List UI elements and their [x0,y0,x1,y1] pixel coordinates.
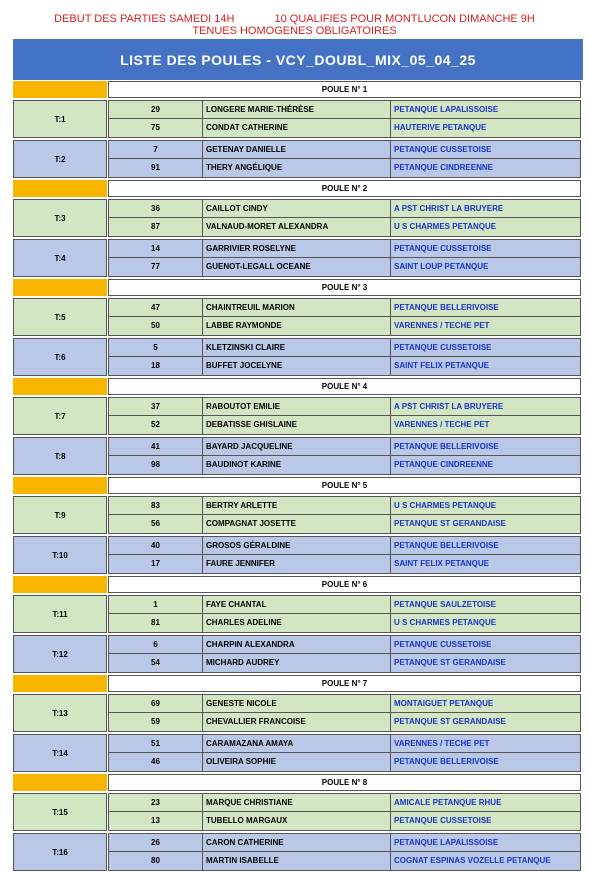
team-label: T:13 [13,694,107,732]
team-block [13,437,582,476]
player-name: THERY ANGÉLIQUE [203,159,391,178]
player-number: 56 [108,515,203,534]
player-name: GARRIVIER ROSELYNE [203,239,391,258]
player-number: 75 [108,119,203,138]
player-number: 47 [108,298,203,317]
player-number: 81 [108,614,203,633]
player-name: CHARPIN ALEXANDRA [203,635,391,654]
poule-title: POULE N° 6 [108,576,581,593]
team-block [13,100,582,139]
club-name: MONTAIGUET PETANQUE [391,694,581,713]
table-row [108,812,581,831]
player-number: 54 [108,654,203,673]
team-label: T:1 [13,100,107,138]
table-row [108,338,581,357]
poule-title: POULE N° 4 [108,378,581,395]
table-row [108,258,581,277]
team-block [13,833,582,872]
player-name: CONDAT CATHERINE [203,119,391,138]
poule-marker [13,477,107,494]
team-label: T:15 [13,793,107,831]
player-name: MARQUE CHRISTIANE [203,793,391,812]
player-number: 5 [108,338,203,357]
player-name: BERTRY ARLETTE [203,496,391,515]
team-block [13,694,582,733]
player-name: BAYARD JACQUELINE [203,437,391,456]
team-label: T:2 [13,140,107,178]
player-name: BAUDINOT KARINE [203,456,391,475]
club-name: PETANQUE BELLERIVOISE [391,437,581,456]
team-block [13,239,582,278]
team-block [13,298,582,337]
player-number: 6 [108,635,203,654]
club-name: SAINT LOUP PETANQUE [391,258,581,277]
poule-marker [13,576,107,593]
team-block [13,595,582,634]
team-block [13,140,582,179]
table-row [108,833,581,852]
player-number: 36 [108,199,203,218]
player-number: 29 [108,100,203,119]
table-row [108,793,581,812]
player-number: 80 [108,852,203,871]
poule-header [13,477,582,495]
table-row [108,713,581,732]
player-name: CARON CATHERINE [203,833,391,852]
player-name: GENESTE NICOLE [203,694,391,713]
poule-title: POULE N° 7 [108,675,581,692]
player-number: 14 [108,239,203,258]
table-row [108,357,581,376]
player-number: 91 [108,159,203,178]
dress-code-notice: TENUES HOMOGENES OBLIGATOIRES [192,25,397,37]
team-label: T:6 [13,338,107,376]
team-block [13,199,582,238]
poule-header [13,81,582,99]
club-name: U S CHARMES PETANQUE [391,496,581,515]
table-row [108,555,581,574]
table-row [108,317,581,336]
poule-marker [13,81,107,98]
table-row [108,734,581,753]
club-name: U S CHARMES PETANQUE [391,218,581,237]
player-name: GETENAY DANIELLE [203,140,391,159]
player-name: CHEVALLIER FRANCOISE [203,713,391,732]
club-name: COGNAT ESPINAS VOZELLE PETANQUE [391,852,581,871]
team-block [13,397,582,436]
player-name: FAURE JENNIFER [203,555,391,574]
poule-tables [13,81,582,873]
club-name: SAINT FELIX PETANQUE [391,555,581,574]
player-number: 37 [108,397,203,416]
poule-title: POULE N° 5 [108,477,581,494]
club-name: PETANQUE ST GERANDAISE [391,654,581,673]
player-number: 40 [108,536,203,555]
table-row [108,218,581,237]
club-name: PETANQUE CINDREENNE [391,456,581,475]
team-label: T:10 [13,536,107,574]
club-name: PETANQUE BELLERIVOISE [391,753,581,772]
table-row [108,199,581,218]
player-number: 26 [108,833,203,852]
club-name: PETANQUE CINDREENNE [391,159,581,178]
table-row [108,298,581,317]
team-label: T:7 [13,397,107,435]
poule-title: POULE N° 3 [108,279,581,296]
player-name: OLIVEIRA SOPHIE [203,753,391,772]
team-label: T:5 [13,298,107,336]
club-name: PETANQUE CUSSETOISE [391,812,581,831]
player-name: FAYE CHANTAL [203,595,391,614]
player-number: 59 [108,713,203,732]
player-number: 41 [108,437,203,456]
player-number: 23 [108,793,203,812]
club-name: VARENNES / TECHE PET [391,416,581,435]
poule-header [13,774,582,792]
club-name: PETANQUE LAPALISSOISE [391,833,581,852]
team-label: T:3 [13,199,107,237]
table-row [108,397,581,416]
club-name: PETANQUE ST GERANDAISE [391,713,581,732]
player-name: KLETZINSKI CLAIRE [203,338,391,357]
team-label: T:16 [13,833,107,871]
player-name: GUENOT-LEGALL OCEANE [203,258,391,277]
table-row [108,595,581,614]
club-name: PETANQUE SAULZETOISE [391,595,581,614]
table-row [108,496,581,515]
club-name: U S CHARMES PETANQUE [391,614,581,633]
club-name: A PST CHRIST LA BRUYERE [391,397,581,416]
player-name: CHARLES ADELINE [203,614,391,633]
table-row [108,852,581,871]
poule-header [13,378,582,396]
player-name: LONGERE MARIE-THÉRÈSE [203,100,391,119]
player-name: GROSOS GÉRALDINE [203,536,391,555]
club-name: VARENNES / TECHE PET [391,317,581,336]
player-number: 50 [108,317,203,336]
club-name: SAINT FELIX PETANQUE [391,357,581,376]
player-name: LABBE RAYMONDE [203,317,391,336]
player-number: 18 [108,357,203,376]
player-number: 7 [108,140,203,159]
team-block [13,338,582,377]
player-name: TUBELLO MARGAUX [203,812,391,831]
player-number: 13 [108,812,203,831]
club-name: VARENNES / TECHE PET [391,734,581,753]
club-name: PETANQUE LAPALISSOISE [391,100,581,119]
table-row [108,159,581,178]
player-name: BUFFET JOCELYNE [203,357,391,376]
team-block [13,496,582,535]
table-row [108,654,581,673]
team-label: T:8 [13,437,107,475]
club-name: PETANQUE CUSSETOISE [391,338,581,357]
poule-marker [13,279,107,296]
poule-title: POULE N° 1 [108,81,581,98]
table-row [108,536,581,555]
player-number: 98 [108,456,203,475]
poule-marker [13,675,107,692]
club-name: PETANQUE BELLERIVOISE [391,536,581,555]
player-name: VALNAUD-MORET ALEXANDRA [203,218,391,237]
player-name: COMPAGNAT JOSETTE [203,515,391,534]
table-row [108,119,581,138]
team-label: T:4 [13,239,107,277]
team-block [13,536,582,575]
table-row [108,239,581,258]
table-row [108,456,581,475]
team-block [13,793,582,832]
player-number: 69 [108,694,203,713]
club-name: PETANQUE ST GERANDAISE [391,515,581,534]
start-time-text: DEBUT DES PARTIES SAMEDI 14H [54,13,235,25]
qualifiers-text: 10 QUALIFIES POUR MONTLUCON DIMANCHE 9H [274,13,535,25]
team-block [13,635,582,674]
table-row [108,437,581,456]
team-label: T:12 [13,635,107,673]
poule-title: POULE N° 2 [108,180,581,197]
page-title: LISTE DES POULES - VCY_DOUBL_MIX_05_04_25 [13,39,583,80]
club-name: PETANQUE BELLERIVOISE [391,298,581,317]
club-name: PETANQUE CUSSETOISE [391,635,581,654]
player-number: 1 [108,595,203,614]
player-name: MICHARD AUDREY [203,654,391,673]
player-number: 51 [108,734,203,753]
poule-marker [13,774,107,791]
table-row [108,694,581,713]
club-name: HAUTERIVE PETANQUE [391,119,581,138]
team-block [13,734,582,773]
player-name: CHAINTREUIL MARION [203,298,391,317]
poule-header [13,576,582,594]
player-name: CAILLOT CINDY [203,199,391,218]
club-name: AMICALE PETANQUE RHUE [391,793,581,812]
team-label: T:9 [13,496,107,534]
table-row [108,515,581,534]
player-number: 46 [108,753,203,772]
poule-marker [13,378,107,395]
poule-header [13,675,582,693]
table-row [108,753,581,772]
player-name: CARAMAZANA AMAYA [203,734,391,753]
player-number: 52 [108,416,203,435]
poule-header [13,279,582,297]
club-name: A PST CHRIST LA BRUYERE [391,199,581,218]
player-name: RABOUTOT EMILIE [203,397,391,416]
table-row [108,100,581,119]
team-label: T:11 [13,595,107,633]
team-label: T:14 [13,734,107,772]
table-row [108,635,581,654]
poule-marker [13,180,107,197]
poule-title: POULE N° 8 [108,774,581,791]
club-name: PETANQUE CUSSETOISE [391,239,581,258]
table-row [108,614,581,633]
table-row [108,140,581,159]
table-row [108,416,581,435]
player-number: 83 [108,496,203,515]
club-name: PETANQUE CUSSETOISE [391,140,581,159]
poule-header [13,180,582,198]
player-number: 87 [108,218,203,237]
player-name: MARTIN ISABELLE [203,852,391,871]
player-number: 17 [108,555,203,574]
schedule-notice [0,13,589,25]
player-number: 77 [108,258,203,277]
player-name: DEBATISSE GHISLAINE [203,416,391,435]
